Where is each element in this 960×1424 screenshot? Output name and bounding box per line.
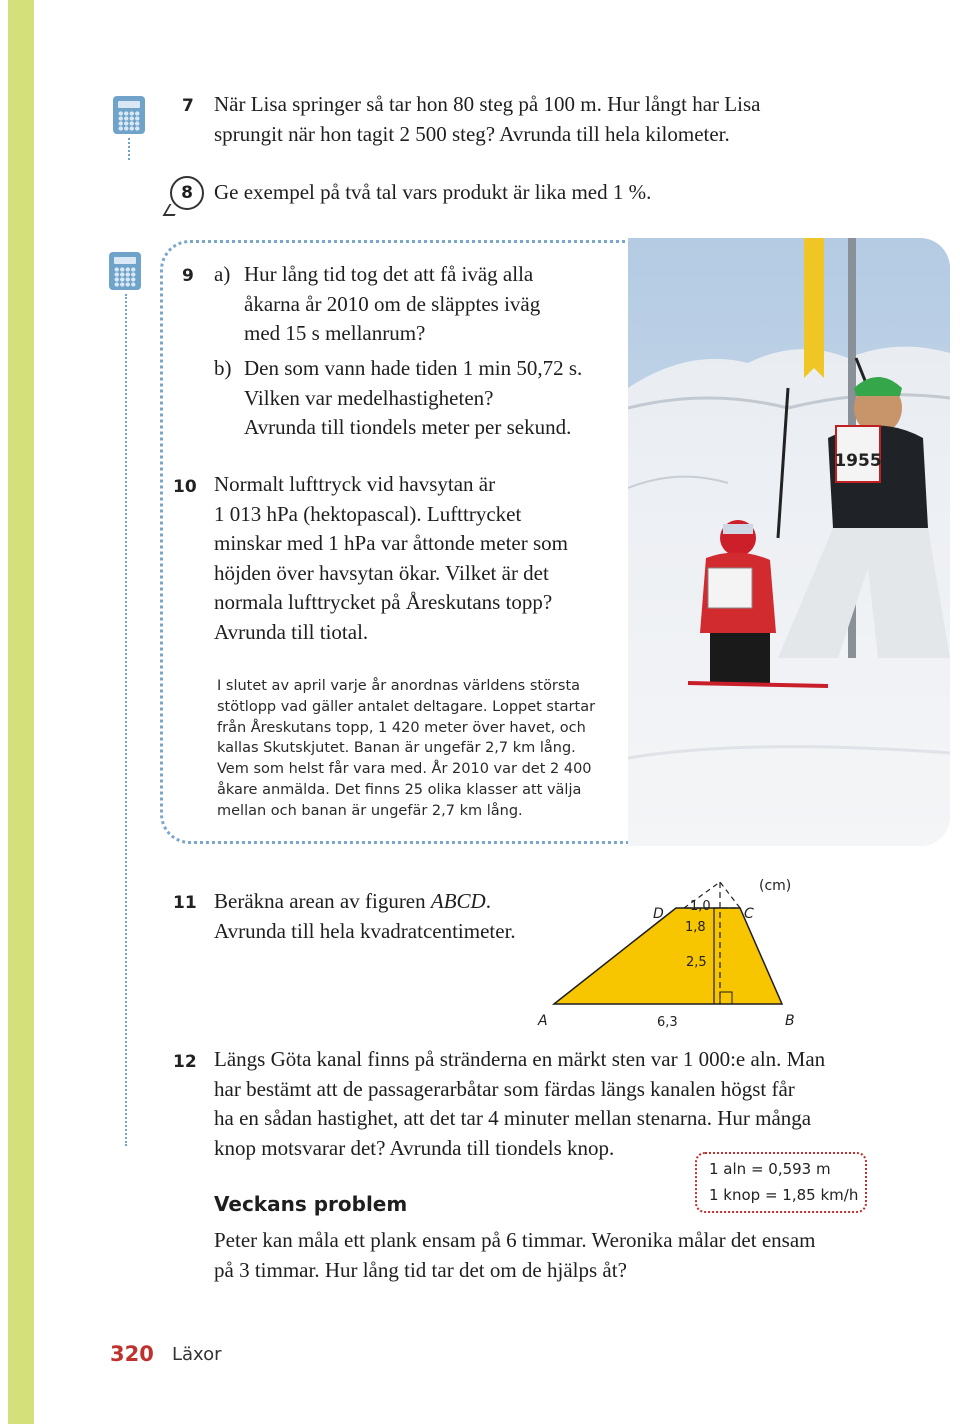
question-number: 10: [173, 477, 197, 497]
question-10-text: [214, 470, 568, 647]
text-line: kallas Skutskjutet. Banan är ungefär 2,7 km lång.: [217, 740, 576, 757]
text-line: Den som vann hade tiden 1 min 50,72 s.: [244, 356, 583, 380]
text-line: Vem som helst får vara med. År 2010 var det 2 400: [217, 761, 592, 778]
conversion-aln: 1 aln = 0,593 m: [709, 1160, 831, 1178]
question-number: 7: [182, 96, 194, 116]
question-number: 11: [173, 893, 197, 913]
text-line: Avrunda till tiotal.: [214, 619, 369, 644]
text-line: Ge exempel på två tal vars produkt är lika med 1 %.: [214, 180, 652, 204]
text-line: på 3 timmar. Hur lång tid tar det om de hjälps åt?: [214, 1257, 627, 1282]
calculator-icon: [113, 96, 145, 134]
dotted-rule: [128, 138, 130, 160]
text-line: Avrunda till tiondels meter per sekund.: [244, 415, 572, 439]
measure-6-3: 6,3: [657, 1015, 678, 1030]
conversion-box: [695, 1152, 867, 1213]
question-7-text: [214, 90, 760, 149]
text-line: [214, 887, 516, 917]
measure-2-5: 2,5: [686, 955, 707, 970]
question-number: 9: [182, 266, 194, 286]
calculator-icon: [109, 252, 141, 290]
vertex-a: A: [538, 1013, 548, 1029]
measure-1-8: 1,8: [685, 920, 706, 935]
margin-bar: [8, 0, 34, 1424]
text-line: Vilken var medelhastigheten?: [244, 385, 494, 410]
weekly-problem-text: [214, 1226, 815, 1285]
text-line: ha en sådan hastighet, att det tar 4 minuter mellan stenarna. Hur många: [214, 1106, 812, 1130]
text-line: normala lufttrycket på Åreskutans topp?: [214, 590, 553, 614]
text-line: minskar med 1 hPa var åttonde meter som: [214, 531, 568, 555]
text-line: Avrunda till hela kvadratcentimeter.: [214, 918, 516, 943]
text-line: 1 013 hPa (hektopascal). Lufttrycket: [214, 501, 522, 526]
text-line: knop motsvarar det? Avrunda till tiondels knop.: [214, 1135, 615, 1160]
unit-label: (cm): [759, 878, 792, 894]
text-fragment: .: [485, 889, 491, 913]
question-9a-text: [244, 260, 540, 349]
ski-photo: [628, 238, 950, 846]
page-number: 320: [110, 1342, 154, 1366]
trapezoid-figure: [530, 874, 860, 1034]
question-9a-label: a): [214, 262, 231, 286]
text-line: Hur lång tid tog det att få iväg alla: [244, 262, 534, 286]
conversion-knop: 1 knop = 1,85 km/h: [709, 1186, 859, 1204]
question-8-text: [214, 178, 651, 208]
dotted-rule: [125, 294, 127, 1146]
text-line: åkare anmälda. Det finns 25 olika klasser att välja: [217, 781, 582, 798]
discussion-bubble-icon: 8: [170, 176, 204, 210]
ski-photo-illustration: [628, 238, 950, 846]
weekly-problem-title: Veckans problem: [214, 1192, 408, 1216]
vertex-c: C: [744, 906, 754, 922]
bib-number: 1955: [834, 451, 882, 471]
text-line: har bestämt att de passagerarbåtar som färdas längs kanalen högst får: [214, 1076, 795, 1101]
text-line: När Lisa springer så tar hon 80 steg på 100 m. Hur långt har Lisa: [214, 92, 761, 116]
vertex-b: B: [785, 1013, 795, 1029]
text-line: sprungit när hon tagit 2 500 steg? Avrunda till hela kilometer.: [214, 121, 730, 146]
text-fragment: Beräkna arean av figuren: [214, 889, 431, 913]
text-line: Längs Göta kanal finns på stränderna en märkt sten var 1 000:e aln. Man: [214, 1047, 826, 1071]
question-11-text: [214, 887, 516, 946]
question-9b-label: b): [214, 356, 232, 380]
text-line: med 15 s mellanrum?: [244, 321, 426, 345]
measure-1-0: 1,0: [690, 899, 711, 914]
text-line: stötlopp vad gäller antalet deltagare. Loppet startar: [217, 698, 596, 715]
text-line: från Åreskutans topp, 1 420 meter över havet, och: [217, 719, 586, 736]
trapezoid-abcd: [554, 908, 782, 1004]
text-line: I slutet av april varje år anordnas världens största: [217, 678, 581, 694]
text-line: Normalt lufttryck vid havsytan är: [214, 472, 496, 496]
page-section-label: Läxor: [172, 1344, 222, 1365]
question-9b-text: [244, 354, 582, 443]
text-line: höjden över havsytan ökar. Vilket är det: [214, 560, 549, 585]
text-line: åkarna år 2010 om de släpptes iväg: [244, 291, 541, 316]
figure-name: ABCD: [430, 889, 486, 913]
text-line: mellan och banan är ungefär 2,7 km lång.: [217, 802, 523, 819]
question-12-text: [214, 1045, 825, 1163]
vertex-d: D: [653, 906, 664, 922]
text-line: Peter kan måla ett plank ensam på 6 timmar. Weronika målar det ensam: [214, 1228, 816, 1252]
context-info-text: [217, 676, 595, 822]
question-number: 12: [173, 1052, 197, 1072]
